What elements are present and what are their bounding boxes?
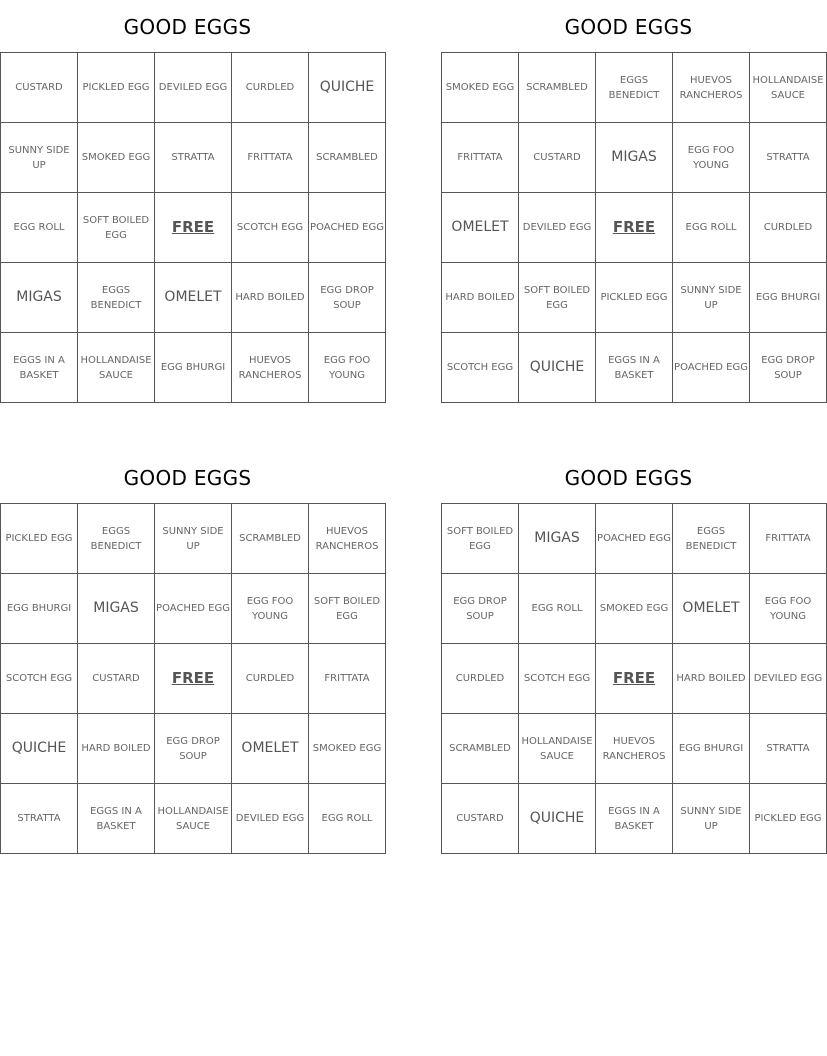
bingo-cell: HOLLANDAISE SAUCE [750,53,827,123]
bingo-cell: SOFT BOILED EGG [78,193,155,263]
bingo-cell: HARD BOILED [232,263,309,333]
bingo-cell: SUNNY SIDE UP [1,123,78,193]
bingo-cell: SUNNY SIDE UP [673,263,750,333]
bingo-cell: CURDLED [750,193,827,263]
bingo-cell: SCRAMBLED [309,123,386,193]
bingo-cell: STRATTA [750,714,827,784]
bingo-cell: MIGAS [78,574,155,644]
grid-row [442,574,827,644]
bingo-cell: EGG FOO YOUNG [750,574,827,644]
bingo-cell: MIGAS [1,263,78,333]
free-space: FREE [155,644,232,714]
bingo-cell: HARD BOILED [78,714,155,784]
grid-row [1,784,386,854]
grid-row [1,193,386,263]
bingo-cell: EGGS IN A BASKET [596,784,673,854]
bingo-cell: EGG DROP SOUP [155,714,232,784]
bingo-cell: PICKLED EGG [1,504,78,574]
bingo-cell: SMOKED EGG [442,53,519,123]
bingo-cell: SMOKED EGG [596,574,673,644]
bingo-cell: SOFT BOILED EGG [519,263,596,333]
bingo-cell: CUSTARD [519,123,596,193]
bingo-cell: DEVILED EGG [155,53,232,123]
bingo-cell: FRITTATA [442,123,519,193]
bingo-cell: SOFT BOILED EGG [309,574,386,644]
bingo-cell: SCRAMBLED [232,504,309,574]
bingo-cell: MIGAS [596,123,673,193]
bingo-grid [441,503,827,854]
free-space: FREE [596,644,673,714]
bingo-cell: HOLLANDAISE SAUCE [78,333,155,403]
bingo-cell: HOLLANDAISE SAUCE [519,714,596,784]
free-space: FREE [155,193,232,263]
bingo-cell: EGG BHURGI [1,574,78,644]
card-title: GOOD EGGS [123,15,252,39]
grid-row [442,504,827,574]
bingo-cell: POACHED EGG [155,574,232,644]
bingo-cell: DEVILED EGG [519,193,596,263]
grid-row [1,574,386,644]
grid-row [1,263,386,333]
bingo-cell: EGG BHURGI [673,714,750,784]
bingo-cell: DEVILED EGG [232,784,309,854]
bingo-cell: HARD BOILED [673,644,750,714]
bingo-cell: QUICHE [1,714,78,784]
bingo-cell: FRITTATA [232,123,309,193]
bingo-cell: CURDLED [232,644,309,714]
bingo-cell: OMELET [232,714,309,784]
bingo-cell: CUSTARD [442,784,519,854]
card-title: GOOD EGGS [564,15,693,39]
bingo-cell: HUEVOS RANCHEROS [309,504,386,574]
bingo-cell: EGG ROLL [673,193,750,263]
bingo-cell: FRITTATA [309,644,386,714]
bingo-cell: EGGS BENEDICT [596,53,673,123]
bingo-grid [441,52,827,403]
bingo-cell: OMELET [673,574,750,644]
grid-row [442,263,827,333]
bingo-cell: OMELET [155,263,232,333]
bingo-cell: SCOTCH EGG [232,193,309,263]
bingo-cell: EGGS BENEDICT [78,263,155,333]
bingo-cell: POACHED EGG [309,193,386,263]
card-title: GOOD EGGS [564,466,693,490]
bingo-cell: SUNNY SIDE UP [673,784,750,854]
grid-row [442,193,827,263]
bingo-cell: PICKLED EGG [78,53,155,123]
bingo-cell: EGG DROP SOUP [442,574,519,644]
bingo-cell: SCRAMBLED [442,714,519,784]
grid-row [1,644,386,714]
bingo-cell: CURDLED [232,53,309,123]
bingo-cell: EGGS IN A BASKET [1,333,78,403]
bingo-cell: EGG FOO YOUNG [673,123,750,193]
bingo-grid [0,503,386,854]
bingo-cell: EGG FOO YOUNG [232,574,309,644]
bingo-cell: HUEVOS RANCHEROS [673,53,750,123]
grid-row [1,123,386,193]
grid-row [1,504,386,574]
bingo-cell: SUNNY SIDE UP [155,504,232,574]
bingo-cell: CURDLED [442,644,519,714]
bingo-cell: MIGAS [519,504,596,574]
bingo-cell: SMOKED EGG [309,714,386,784]
bingo-cell: STRATTA [155,123,232,193]
bingo-cell: SCOTCH EGG [519,644,596,714]
grid-row [442,123,827,193]
bingo-cell: EGG ROLL [519,574,596,644]
bingo-grid [0,52,386,403]
bingo-cell: DEVILED EGG [750,644,827,714]
bingo-cell: SOFT BOILED EGG [442,504,519,574]
bingo-cell: SCRAMBLED [519,53,596,123]
free-space: FREE [596,193,673,263]
bingo-cell: EGGS IN A BASKET [596,333,673,403]
bingo-cell: EGG DROP SOUP [309,263,386,333]
bingo-cell: EGGS BENEDICT [78,504,155,574]
bingo-cell: CUSTARD [1,53,78,123]
bingo-cell: CUSTARD [78,644,155,714]
bingo-cell: QUICHE [309,53,386,123]
grid-row [1,714,386,784]
bingo-cell: HARD BOILED [442,263,519,333]
bingo-cell: EGG DROP SOUP [750,333,827,403]
bingo-cell: FRITTATA [750,504,827,574]
bingo-cell: HUEVOS RANCHEROS [232,333,309,403]
grid-row [442,714,827,784]
bingo-cell: EGG BHURGI [750,263,827,333]
grid-row [1,333,386,403]
bingo-cell: SMOKED EGG [78,123,155,193]
bingo-cell: POACHED EGG [673,333,750,403]
bingo-cell: PICKLED EGG [596,263,673,333]
bingo-cell: QUICHE [519,333,596,403]
bingo-cell: HUEVOS RANCHEROS [596,714,673,784]
grid-row [442,53,827,123]
bingo-cell: STRATTA [750,123,827,193]
grid-row [442,784,827,854]
grid-row [1,53,386,123]
grid-row [442,333,827,403]
bingo-cell: EGG ROLL [1,193,78,263]
bingo-cell: HOLLANDAISE SAUCE [155,784,232,854]
card-title: GOOD EGGS [123,466,252,490]
bingo-cell: SCOTCH EGG [1,644,78,714]
grid-row [442,644,827,714]
bingo-cell: EGG ROLL [309,784,386,854]
bingo-cell: EGGS BENEDICT [673,504,750,574]
bingo-cell: PICKLED EGG [750,784,827,854]
bingo-cell: QUICHE [519,784,596,854]
bingo-cell: STRATTA [1,784,78,854]
bingo-cell: POACHED EGG [596,504,673,574]
bingo-cell: EGG BHURGI [155,333,232,403]
bingo-cell: OMELET [442,193,519,263]
bingo-cell: SCOTCH EGG [442,333,519,403]
bingo-cell: EGGS IN A BASKET [78,784,155,854]
bingo-cell: EGG FOO YOUNG [309,333,386,403]
